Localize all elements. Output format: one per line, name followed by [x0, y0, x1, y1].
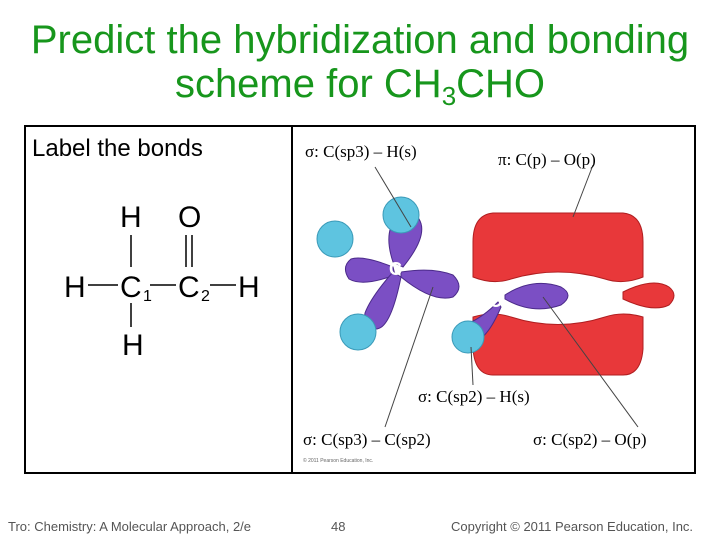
footer-book: Tro: Chemistry: A Molecular Approach, 2/e	[8, 519, 252, 534]
footer-copyright: Copyright © 2011 Pearson Education, Inc.	[451, 519, 694, 534]
pointer-pi-top	[573, 165, 593, 217]
content-panel	[24, 125, 696, 474]
label-sigma-sp2-s: σ: C(sp2) – H(s)	[418, 387, 530, 406]
sp2-lobe-to-o	[505, 283, 568, 308]
title-line-2-prefix: scheme for CH	[174, 62, 442, 106]
atom-c1: C	[120, 271, 142, 304]
slide-title	[0, 18, 720, 111]
sp3-lobe-right	[401, 270, 459, 298]
h-s-orbital-top-left	[317, 221, 353, 257]
pi-lobe-top	[473, 213, 643, 282]
label-sigma-sp2-p: σ: C(sp2) – O(p)	[533, 430, 647, 449]
label-pi-p-p: π: C(p) – O(p)	[498, 150, 596, 169]
atom-o: O	[178, 201, 202, 234]
title-line-2	[0, 62, 720, 111]
atom-c1-number: 1	[143, 288, 152, 305]
atom-h-top-left: H	[120, 201, 142, 234]
label-bonds-heading: Label the bonds	[32, 135, 203, 162]
orbital-diagram	[293, 127, 694, 472]
atom-c2: C	[178, 271, 200, 304]
footer-page-number: 48	[331, 519, 346, 534]
lewis-structure	[26, 187, 291, 387]
label-sigma-sp3-sp2: σ: C(sp3) – C(sp2)	[303, 430, 431, 449]
orbital-atom-c1: C	[389, 259, 402, 279]
h-s-orbital-c2	[452, 321, 484, 353]
orbital-atom-o: O	[601, 285, 616, 305]
pi-lobe-bottom	[473, 314, 643, 375]
label-sigma-sp3-s: σ: C(sp3) – H(s)	[305, 142, 417, 161]
orbital-atom-c2: C	[489, 291, 502, 311]
o-lobe-right	[623, 283, 674, 308]
h-s-orbital-top	[383, 197, 419, 233]
atom-h-left: H	[64, 271, 86, 304]
atom-c2-number: 2	[201, 288, 210, 305]
oxygen-p-lobes	[623, 283, 674, 308]
figure-credit: © 2011 Pearson Education, Inc.	[303, 458, 374, 464]
title-line-1: Predict the hybridization and bonding	[30, 18, 690, 62]
title-line-2-suffix: CHO	[456, 62, 546, 106]
atom-h-right: H	[238, 271, 260, 304]
title-subscript: 3	[441, 81, 457, 111]
atom-h-bottom: H	[122, 329, 144, 362]
h-s-orbital-bottom-left	[340, 314, 376, 350]
